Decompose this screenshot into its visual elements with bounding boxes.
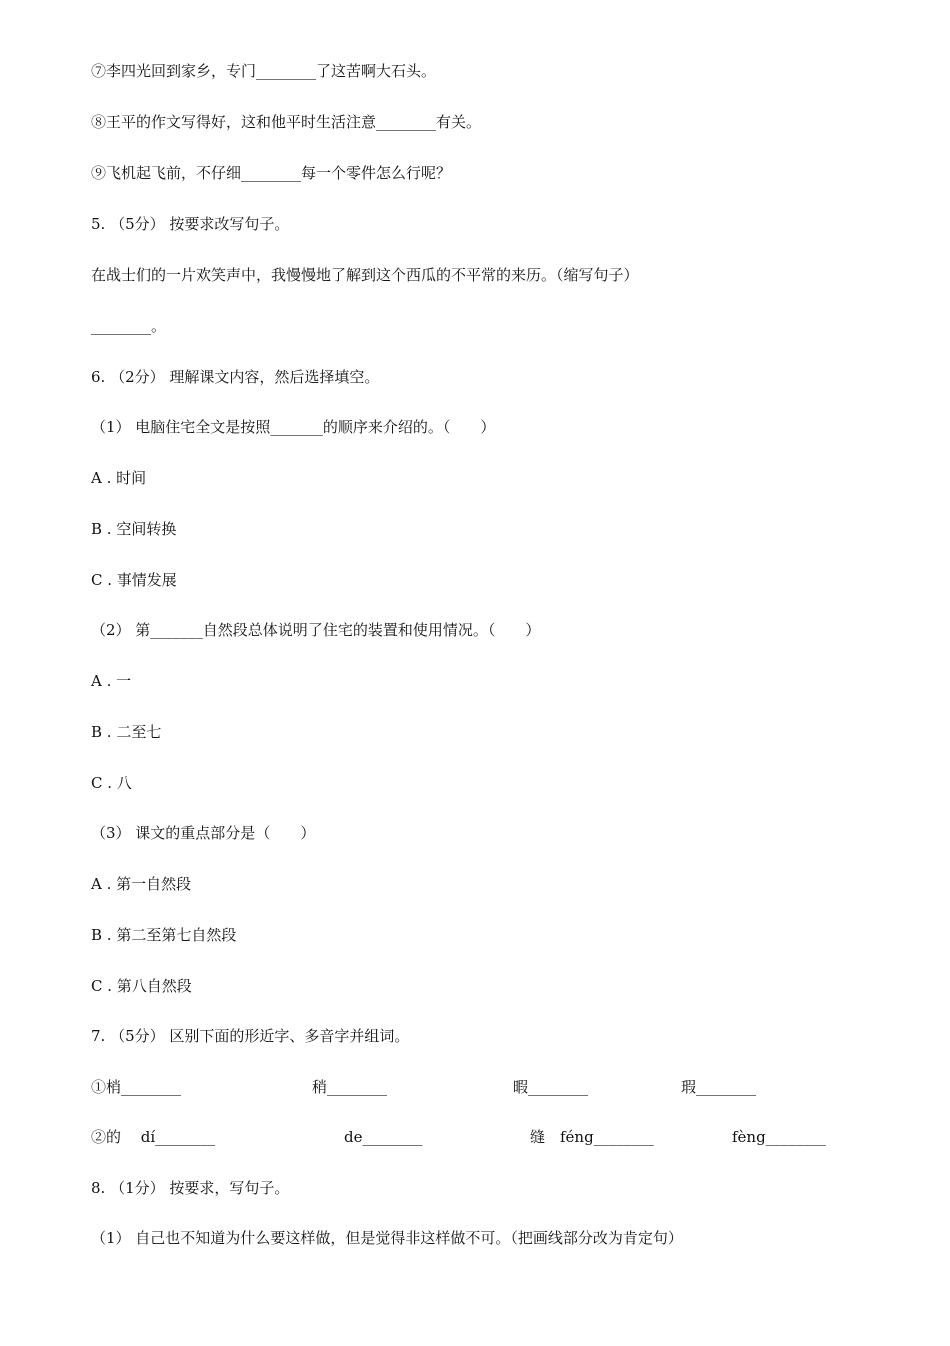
- option-6-2-c: C . 八: [91, 774, 132, 792]
- word-slot: 瑕________: [681, 1078, 757, 1096]
- question-6-title: 6. （2分） 理解课文内容，然后选择填空。: [91, 368, 380, 386]
- option-6-3-a: A . 第一自然段: [91, 875, 192, 893]
- option-6-1-a: A . 时间: [91, 469, 147, 487]
- fill-line-8: ⑧王平的作文写得好，这和他平时生活注意________有关。: [91, 113, 482, 131]
- question-7-title: 7. （5分） 区别下面的形近字、多音字并组词。: [91, 1027, 410, 1045]
- word-slot: 暇________: [513, 1078, 589, 1096]
- word-slot: 缝 féng________: [530, 1128, 654, 1146]
- word-slot: ②的 dí________: [91, 1128, 216, 1146]
- question-7-row-2: [91, 1127, 871, 1147]
- option-6-1-c: C . 事情发展: [91, 571, 177, 589]
- option-6-1-b: B . 空间转换: [91, 520, 177, 538]
- question-5-sentence: 在战士们的一片欢笑声中，我慢慢地了解到这个西瓜的不平常的来历。（缩写句子）: [91, 266, 639, 284]
- question-8-1: （1） 自己也不知道为什么要这样做，但是觉得非这样做不可。（把画线部分改为肯定句）: [91, 1229, 683, 1247]
- fill-line-7: ⑦李四光回到家乡，专门________了这苦啊大石头。: [91, 62, 437, 80]
- word-slot: fèng________: [732, 1128, 826, 1146]
- question-5-title: 5. （5分） 按要求改写句子。: [91, 215, 290, 233]
- word-slot: ①梢________: [91, 1078, 182, 1096]
- question-8-title: 8. （1分） 按要求，写句子。: [91, 1179, 290, 1197]
- question-6-3: （3） 课文的重点部分是（ ）: [91, 824, 316, 842]
- word-slot: 稍________: [312, 1078, 388, 1096]
- question-7-row-1: [91, 1077, 871, 1097]
- question-5-answer-blank: ________。: [91, 317, 167, 335]
- option-6-2-b: B . 二至七: [91, 723, 162, 741]
- option-6-3-c: C . 第八自然段: [91, 977, 192, 995]
- fill-line-9: ⑨飞机起飞前，不仔细________每一个零件怎么行呢？: [91, 164, 452, 182]
- question-6-1: （1） 电脑住宅全文是按照_______的顺序来介绍的。（ ）: [91, 418, 496, 436]
- word-slot: de________: [344, 1128, 423, 1146]
- option-6-2-a: A . 一: [91, 672, 132, 690]
- question-6-2: （2） 第_______自然段总体说明了住宅的装置和使用情况。（ ）: [91, 621, 541, 639]
- option-6-3-b: B . 第二至第七自然段: [91, 926, 237, 944]
